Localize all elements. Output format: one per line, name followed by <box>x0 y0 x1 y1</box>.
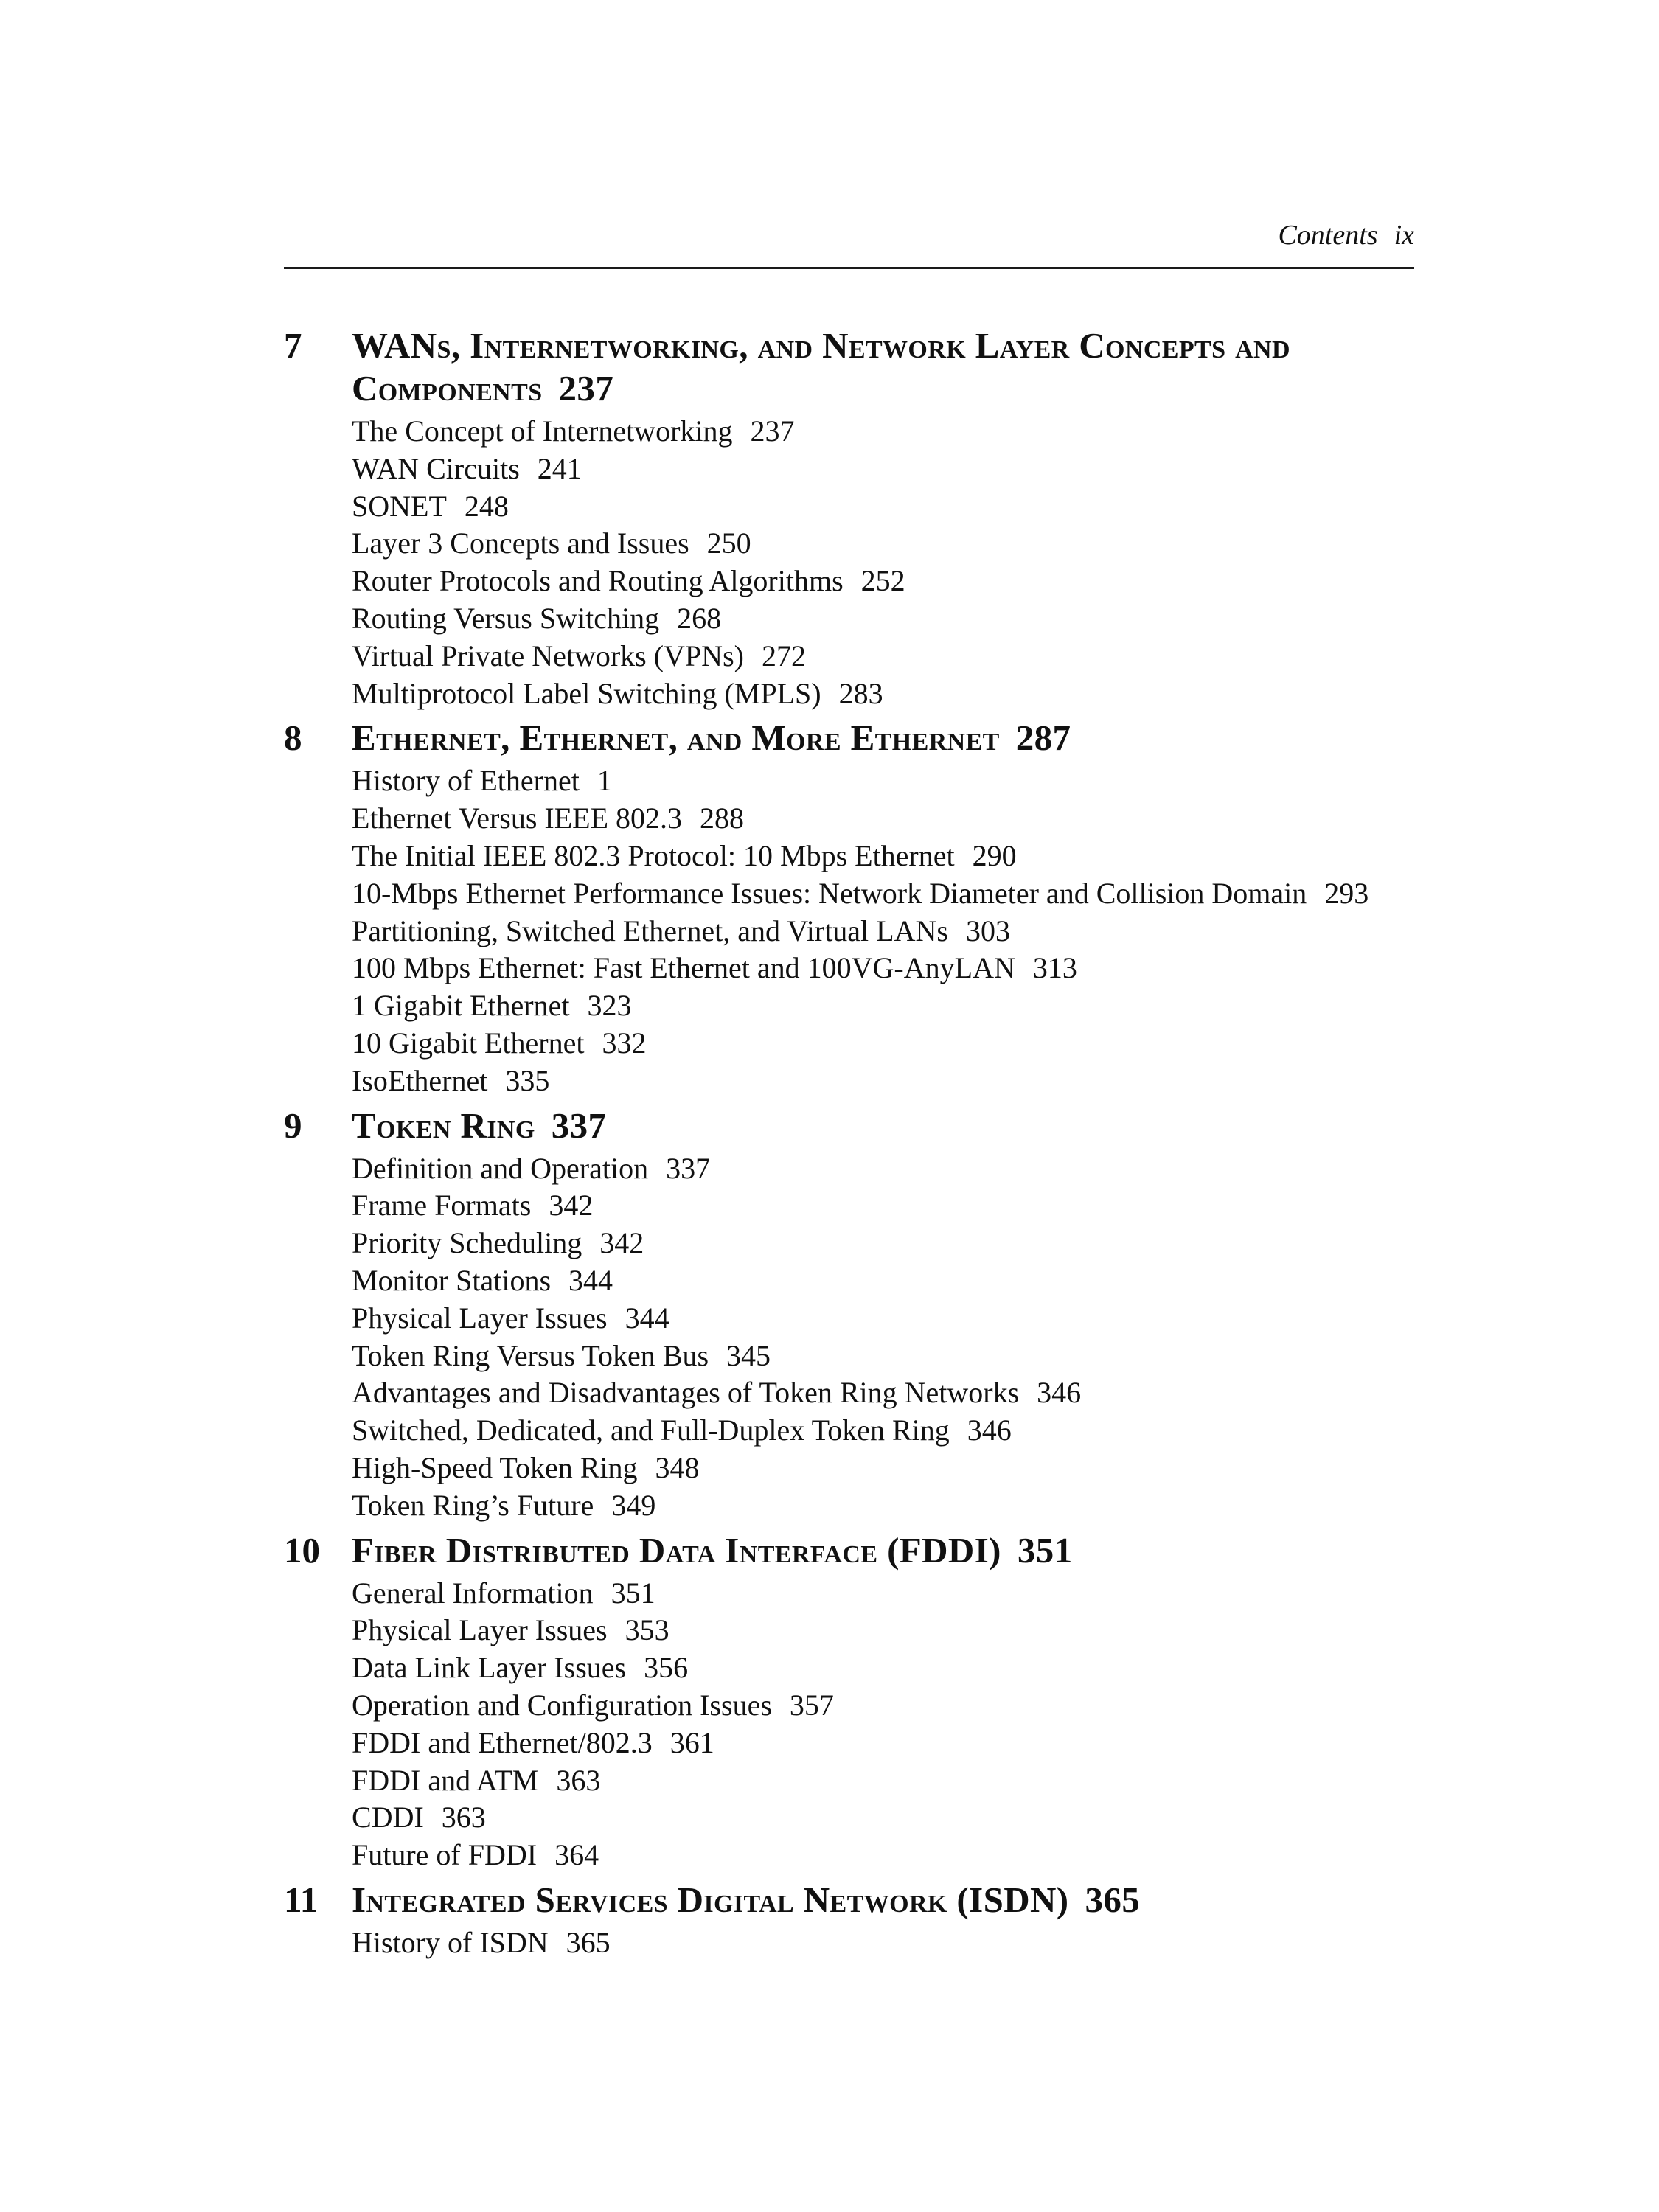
section-page-number: 344 <box>625 1301 669 1335</box>
section-entry[interactable] <box>352 1262 1414 1300</box>
section-list <box>352 762 1414 1099</box>
section-title: Token Ring Versus Token Bus <box>352 1338 709 1372</box>
section-title: Routing Versus Switching <box>352 601 660 635</box>
chapter-entry <box>284 1529 1414 1874</box>
section-page-number: 356 <box>644 1651 689 1685</box>
chapter-page-number: 351 <box>1017 1529 1073 1571</box>
section-entry[interactable] <box>352 1924 1414 1962</box>
section-title: Physical Layer Issues <box>352 1301 608 1335</box>
section-title: History of Ethernet <box>352 764 580 798</box>
chapter-entry <box>284 1105 1414 1525</box>
section-page-number: 313 <box>1032 951 1077 985</box>
section-entry[interactable] <box>352 1687 1414 1725</box>
section-title: 1 Gigabit Ethernet <box>352 989 570 1023</box>
section-page-number: 363 <box>441 1801 486 1834</box>
section-entry[interactable] <box>352 1062 1414 1100</box>
chapter-page-number: 237 <box>558 368 614 408</box>
section-page-number: 303 <box>965 914 1010 947</box>
section-list <box>352 1150 1414 1525</box>
section-list <box>352 1575 1414 1874</box>
section-title: Router Protocols and Routing Algorithms <box>352 564 844 598</box>
running-head-page-number: ix <box>1394 220 1414 251</box>
header-rule <box>284 267 1414 269</box>
section-title: General Information <box>352 1576 594 1610</box>
chapter-page-number: 287 <box>1015 717 1071 759</box>
section-page-number: 361 <box>669 1725 714 1759</box>
section-title: FDDI and ATM <box>352 1763 539 1797</box>
section-entry[interactable] <box>352 1300 1414 1338</box>
section-title: Switched, Dedicated, and Full-Duplex Token Ring <box>352 1413 950 1447</box>
section-title: Advantages and Disadvantages of Token Ring Networks <box>352 1376 1020 1410</box>
section-entry[interactable] <box>352 1612 1414 1649</box>
section-page-number: 351 <box>611 1576 655 1610</box>
section-entry[interactable] <box>352 838 1414 875</box>
section-page-number: 241 <box>537 451 582 485</box>
section-entry[interactable] <box>352 1762 1414 1800</box>
chapter-heading[interactable] <box>284 324 1414 410</box>
section-page-number: 365 <box>566 1925 611 1959</box>
section-entry[interactable] <box>352 1725 1414 1762</box>
section-title: Physical Layer Issues <box>352 1613 608 1647</box>
section-entry[interactable] <box>352 1799 1414 1837</box>
section-page-number: 272 <box>761 639 806 672</box>
chapter-number: 9 <box>284 1105 302 1146</box>
chapter-title-line <box>352 1879 1140 1921</box>
section-entry[interactable] <box>352 1150 1414 1188</box>
section-page-number: 332 <box>602 1026 647 1060</box>
section-entry[interactable] <box>352 638 1414 675</box>
section-entry[interactable] <box>352 675 1414 713</box>
section-entry[interactable] <box>352 1649 1414 1687</box>
section-entry[interactable] <box>352 800 1414 838</box>
section-page-number: 346 <box>1037 1376 1082 1410</box>
section-list <box>352 413 1414 712</box>
section-entry[interactable] <box>352 563 1414 600</box>
section-title: The Initial IEEE 802.3 Protocol: 10 Mbps Ethernet <box>352 838 955 872</box>
section-title: Partitioning, Switched Ethernet, and Virtual LANs <box>352 914 948 947</box>
section-title: Data Link Layer Issues <box>352 1651 627 1685</box>
chapter-title-line <box>352 324 1414 410</box>
section-entry[interactable] <box>352 1374 1414 1412</box>
section-entry[interactable] <box>352 1450 1414 1487</box>
section-page-number: 323 <box>587 989 632 1023</box>
section-page-number: 344 <box>568 1263 613 1297</box>
section-page-number: 250 <box>706 526 751 560</box>
table-of-contents <box>284 324 1414 1966</box>
section-entry[interactable] <box>352 1412 1414 1450</box>
section-page-number: 342 <box>599 1226 644 1260</box>
chapter-entry <box>284 1879 1414 1962</box>
section-title: Monitor Stations <box>352 1263 552 1297</box>
section-page-number: 348 <box>655 1450 700 1484</box>
chapter-entry <box>284 324 1414 712</box>
section-page-number: 345 <box>726 1338 771 1372</box>
section-title: Future of FDDI <box>352 1838 538 1872</box>
section-entry[interactable] <box>352 1225 1414 1262</box>
section-entry[interactable] <box>352 600 1414 638</box>
chapter-heading[interactable] <box>284 1529 1414 1572</box>
section-entry[interactable] <box>352 987 1414 1025</box>
chapter-number: 7 <box>284 325 302 366</box>
section-entry[interactable] <box>352 875 1414 913</box>
section-title: 10 Gigabit Ethernet <box>352 1026 585 1060</box>
chapter-number: 11 <box>284 1879 319 1920</box>
section-title: Virtual Private Networks (VPNs) <box>352 639 744 672</box>
section-page-number: 342 <box>549 1189 594 1222</box>
section-title: Ethernet Versus IEEE 802.3 <box>352 801 683 835</box>
section-entry[interactable] <box>352 1187 1414 1225</box>
chapter-title: Fiber Distributed Data Interface (FDDI) <box>352 1529 1001 1571</box>
running-head-title: Contents <box>1278 220 1378 251</box>
section-title: Definition and Operation <box>352 1151 649 1185</box>
section-page-number: 293 <box>1324 876 1369 910</box>
section-title: Priority Scheduling <box>352 1226 582 1260</box>
section-title: The Concept of Internetworking <box>352 414 733 448</box>
section-title: FDDI and Ethernet/802.3 <box>352 1725 653 1759</box>
section-entry[interactable] <box>352 950 1414 987</box>
section-page-number: 335 <box>505 1063 550 1097</box>
chapter-heading[interactable] <box>284 717 1414 759</box>
chapter-title-line <box>352 1105 606 1147</box>
section-page-number: 252 <box>860 564 905 598</box>
running-head <box>1032 218 1414 252</box>
section-page-number: 357 <box>789 1688 834 1722</box>
chapter-page-number: 365 <box>1085 1879 1141 1920</box>
section-page-number: 288 <box>700 801 745 835</box>
chapter-page-number: 337 <box>551 1105 607 1146</box>
section-entry[interactable] <box>352 1025 1414 1062</box>
section-entry[interactable] <box>352 1487 1414 1525</box>
section-page-number: 248 <box>464 489 509 523</box>
section-entry[interactable] <box>352 451 1414 488</box>
chapter-heading[interactable] <box>284 1879 1414 1921</box>
section-entry[interactable] <box>352 525 1414 563</box>
section-page-number: 363 <box>556 1763 601 1797</box>
chapter-number: 8 <box>284 717 302 759</box>
section-title: 100 Mbps Ethernet: Fast Ethernet and 100VG-AnyLAN <box>352 951 1015 985</box>
section-page-number: 346 <box>967 1413 1012 1447</box>
section-page-number: 1 <box>597 764 612 798</box>
section-entry[interactable] <box>352 913 1414 950</box>
chapter-title-line <box>352 717 1071 759</box>
section-entry[interactable] <box>352 1837 1414 1874</box>
section-title: High-Speed Token Ring <box>352 1450 638 1484</box>
chapter-title: WANs, Internetworking, and Network Layer Concepts and Components <box>352 325 1290 408</box>
section-page-number: 290 <box>972 838 1017 872</box>
section-title: History of ISDN <box>352 1925 549 1959</box>
chapter-title-line <box>352 1529 1073 1572</box>
section-entry[interactable] <box>352 1338 1414 1375</box>
chapter-heading[interactable] <box>284 1105 1414 1147</box>
section-title: Multiprotocol Label Switching (MPLS) <box>352 676 821 710</box>
section-entry[interactable] <box>352 1575 1414 1613</box>
section-title: CDDI <box>352 1801 424 1834</box>
section-title: Operation and Configuration Issues <box>352 1688 772 1722</box>
section-page-number: 237 <box>750 414 795 448</box>
section-title: Token Ring’s Future <box>352 1488 594 1522</box>
section-page-number: 337 <box>666 1151 711 1185</box>
section-title: Layer 3 Concepts and Issues <box>352 526 689 560</box>
section-page-number: 353 <box>625 1613 669 1647</box>
section-page-number: 283 <box>838 676 883 710</box>
section-entry[interactable] <box>352 488 1414 526</box>
section-title: Frame Formats <box>352 1189 532 1222</box>
section-page-number: 268 <box>677 601 722 635</box>
chapter-number: 10 <box>284 1529 320 1571</box>
chapter-title: Token Ring <box>352 1105 535 1146</box>
chapter-title: Integrated Services Digital Network (ISDN) <box>352 1879 1069 1920</box>
section-title: 10-Mbps Ethernet Performance Issues: Network Diameter and Collision Domain <box>352 876 1307 910</box>
section-title: IsoEthernet <box>352 1063 488 1097</box>
chapter-entry <box>284 717 1414 1099</box>
section-list <box>352 1924 1414 1962</box>
section-page-number: 349 <box>611 1488 656 1522</box>
section-title: WAN Circuits <box>352 451 520 485</box>
section-title: SONET <box>352 489 447 523</box>
section-entry[interactable] <box>352 413 1414 451</box>
chapter-title: Ethernet, Ethernet, and More Ethernet <box>352 717 1000 759</box>
section-page-number: 364 <box>554 1838 599 1872</box>
section-entry[interactable] <box>352 762 1414 800</box>
